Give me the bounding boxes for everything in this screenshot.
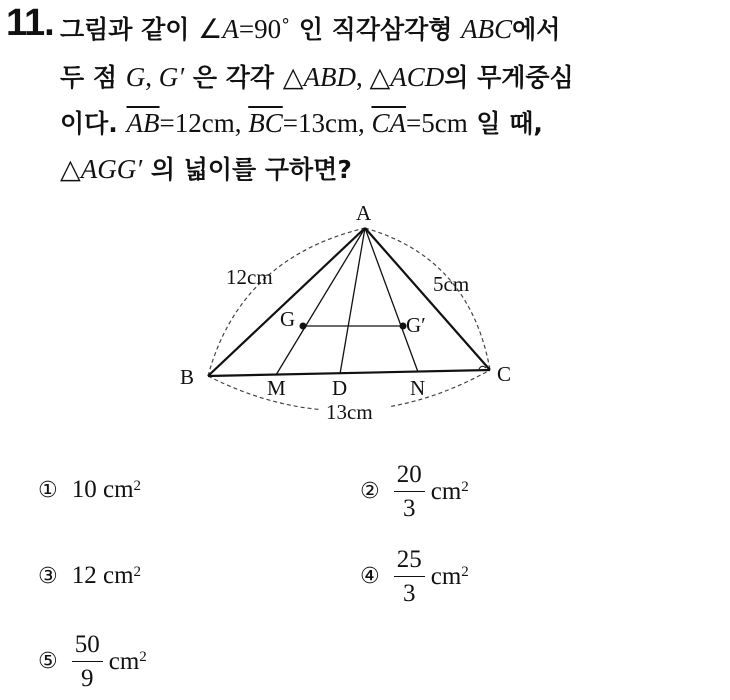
- comma: ,: [145, 62, 159, 92]
- fraction-numerator: 20: [394, 462, 425, 492]
- sep: ,: [357, 108, 372, 138]
- question-line-3: [60, 104, 543, 140]
- fraction: [394, 462, 425, 521]
- fraction-numerator: 25: [394, 547, 425, 577]
- angle-vertex: A: [222, 14, 239, 44]
- q-text: 두 점: [60, 63, 126, 92]
- q-text: 일 때,: [476, 109, 543, 138]
- question-line-1: [60, 10, 560, 46]
- choice-value: 10: [71, 476, 97, 503]
- q-text: 은 각각: [192, 63, 283, 92]
- choice-number: ②: [360, 479, 380, 504]
- sep: ,: [234, 108, 249, 138]
- label-d: D: [332, 376, 348, 400]
- fraction-denominator: 3: [402, 580, 416, 607]
- segment-bc-value: =13cm: [282, 108, 358, 138]
- segment-bc: $\overline{BC}$: [248, 108, 283, 138]
- fraction: [394, 547, 425, 606]
- fraction: [72, 632, 103, 691]
- choice-exponent: 2: [133, 477, 142, 494]
- label-side-ab: 12cm: [226, 265, 273, 289]
- side-ab: [208, 228, 365, 376]
- segment-ab: $\overline{AB}$: [126, 108, 160, 138]
- choice-unit: cm: [102, 562, 134, 589]
- q-text: 에서: [512, 15, 561, 44]
- question-number: 11.: [6, 2, 54, 44]
- triangle-symbol: △: [282, 62, 304, 92]
- segment-an: [365, 228, 418, 372]
- fraction-denominator: 9: [80, 665, 94, 692]
- segment-ca-value: =5cm: [405, 108, 468, 138]
- label-b: B: [180, 365, 195, 389]
- triangle-abc: ABC: [461, 14, 513, 44]
- choice-2[interactable]: [360, 462, 469, 521]
- angle-value: =90˚: [238, 14, 291, 44]
- q-text: 그림과 같이: [60, 15, 199, 44]
- label-m: M: [267, 376, 286, 400]
- side-ac: [365, 228, 490, 370]
- point-g-prime: G′: [158, 62, 185, 92]
- choice-unit: cm: [102, 476, 134, 503]
- q-text: 인 직각삼각형: [298, 15, 462, 44]
- angle-symbol: ∠: [198, 14, 223, 44]
- choice-4[interactable]: [360, 547, 469, 606]
- segment-ca: $\overline{CA}$: [371, 108, 406, 138]
- label-g-prime: G′: [406, 313, 426, 337]
- choice-unit: cm: [430, 562, 462, 590]
- fraction-denominator: 3: [402, 495, 416, 522]
- choice-number: ①: [38, 477, 58, 503]
- geometry-figure: [170, 198, 530, 432]
- triangle-diagram: [170, 198, 530, 428]
- triangle-abd: ABD: [303, 62, 356, 92]
- label-side-bc: 13cm: [326, 400, 373, 424]
- choice-1[interactable]: [38, 476, 141, 504]
- label-c: C: [497, 362, 512, 386]
- question-line-4: [60, 150, 352, 186]
- q-text: 의 무게중심: [444, 63, 574, 92]
- label-side-ca: 5cm: [433, 272, 470, 296]
- segment-ab-value: =12cm: [159, 108, 235, 138]
- choice-number: ④: [360, 564, 380, 589]
- triangle-agg: AGG′: [80, 154, 143, 184]
- choice-exponent: 2: [461, 564, 469, 580]
- point-g-dot: [300, 323, 307, 330]
- side-bc: [208, 370, 490, 376]
- choice-exponent: 2: [461, 479, 469, 495]
- choice-value: 12: [71, 562, 97, 589]
- choice-number: ⑤: [38, 649, 58, 674]
- label-g: G: [280, 307, 296, 331]
- q-text: 의 넓이를 구하면?: [142, 155, 352, 184]
- choice-number: ③: [38, 563, 58, 589]
- triangle-acd: ACD: [390, 62, 445, 92]
- choice-exponent: 2: [133, 563, 142, 580]
- choice-3[interactable]: [38, 562, 141, 590]
- label-n: N: [410, 376, 426, 400]
- choice-unit: cm: [108, 647, 140, 675]
- label-a: A: [356, 201, 372, 225]
- triangle-symbol: △: [369, 62, 391, 92]
- triangle-symbol: △: [60, 154, 81, 184]
- choice-unit: cm: [430, 477, 462, 505]
- q-text: 이다.: [60, 109, 127, 138]
- point-g: G: [125, 62, 146, 92]
- comma: ,: [355, 62, 370, 92]
- choice-exponent: 2: [139, 649, 147, 665]
- right-angle-mark: [479, 366, 486, 369]
- segment-am: [276, 228, 365, 375]
- choice-5[interactable]: [38, 632, 147, 691]
- fraction-numerator: 50: [72, 632, 103, 662]
- question-line-2: [60, 58, 574, 94]
